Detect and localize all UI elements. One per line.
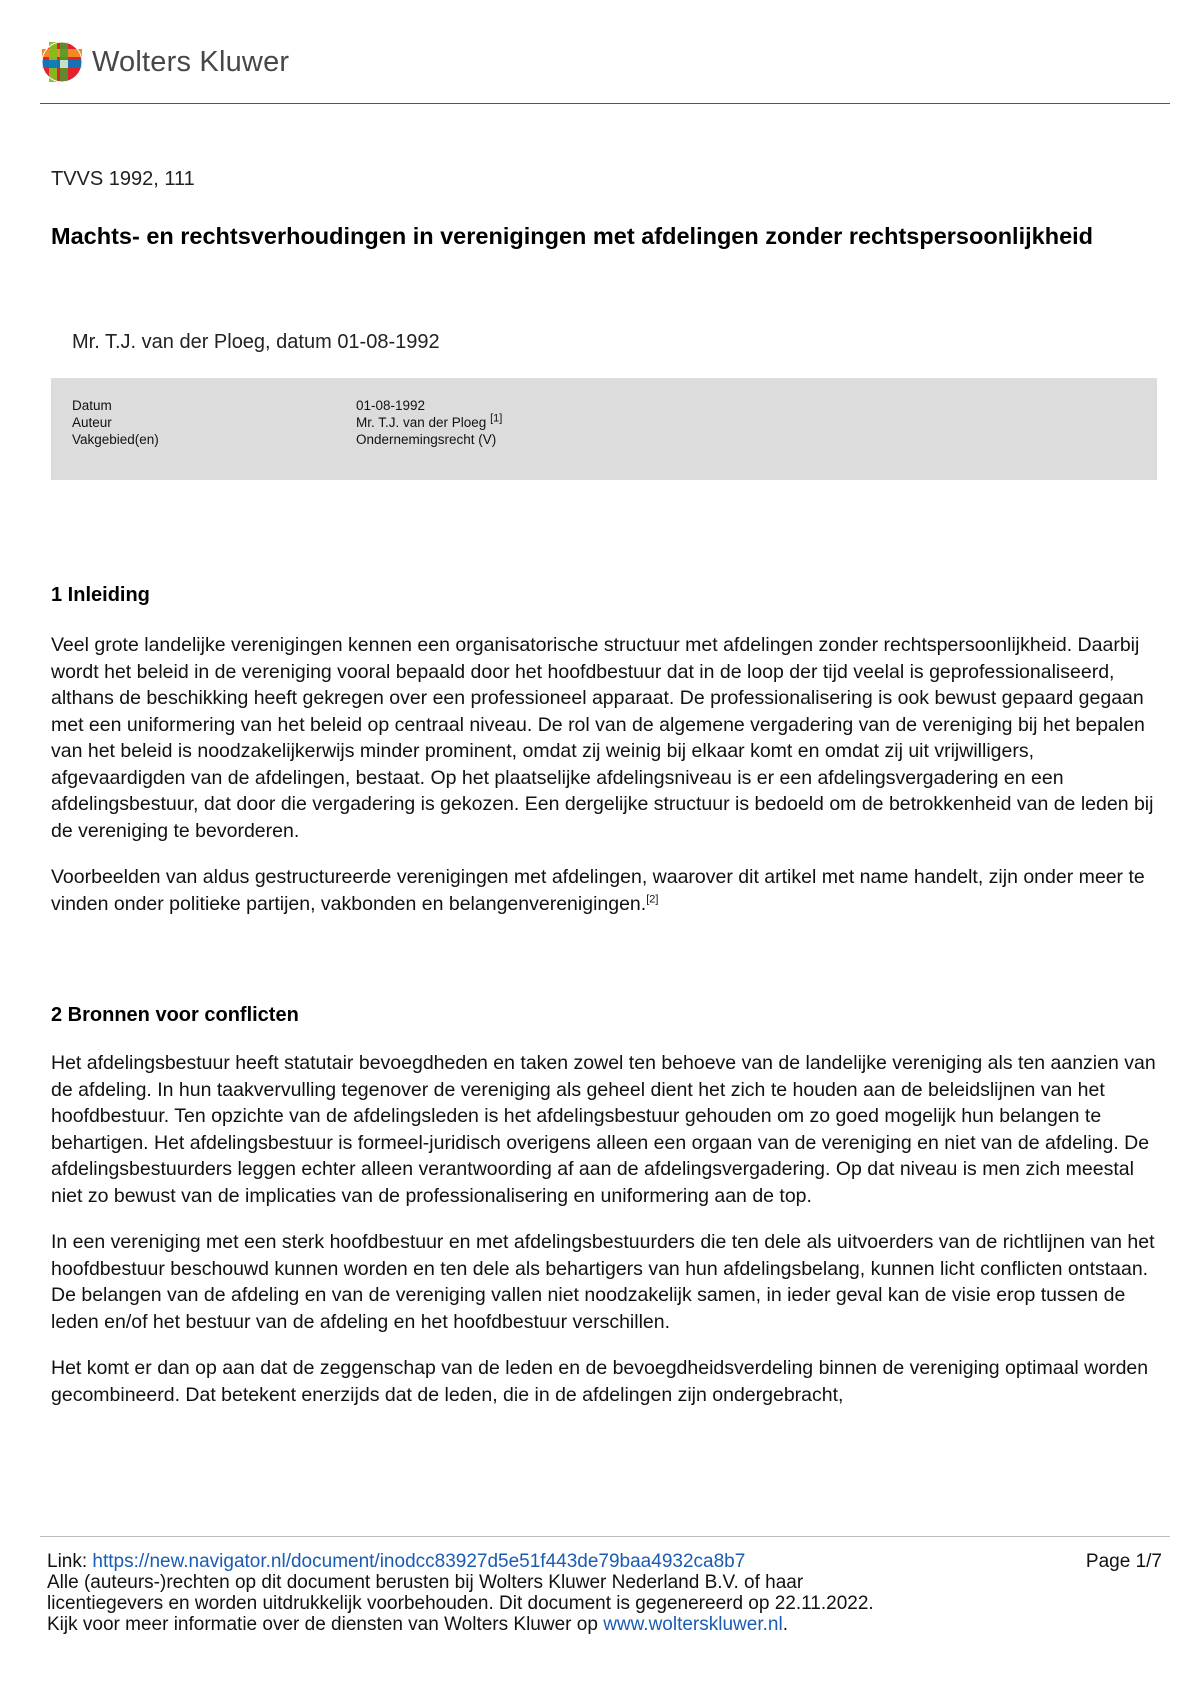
wolters-kluwer-logo-icon	[40, 40, 84, 84]
paragraph: Veel grote landelijke verenigingen kennen een organisatorische structuur met afdelingen zonder rechtspersoonlijkheid. Daarbij wordt het beleid in de vereniging vooral bepaald door het hoofdbestuur dat in de loop der tijd veelal is geprofessionaliseerd, althans de beschikking heeft gekregen over een professioneel apparaat. De professionalisering is ook bewust gepaard gegaan met een uniformering van het beleid op centraal niveau. De rol van de algemene vergadering van de vereniging bij het bepalen van het beleid is noodzakelijkerwijs minder prominent, omdat zij weinig bij elkaar komt en omdat zij uit vrijwilligers, afgevaardigden van de afdelingen, bestaat. Op het plaatselijke afdelingsniveau is er een afdelingsvergadering en een afdelingsbestuur, dat door die vergadering is gekozen. Een dergelijke structuur is bedoeld om de betrokkenheid van de leden bij de vereniging te bevorderen.	[51, 634, 1154, 842]
logo-text: Wolters Kluwer	[92, 45, 290, 78]
footer-divider	[40, 1536, 1170, 1537]
paragraph: Het komt er dan op aan dat de zeggenschap van de leden en de bevoegdheidsverdeling binnen de vereniging optimaal worden gecombineerd. Dat betekent enerzijds dat de leden, die in de afdelingen zijn ondergebracht,	[51, 1357, 1149, 1406]
section-heading-bronnen: 2 Bronnen voor conflicten	[51, 1004, 299, 1026]
wolterskluwer-link[interactable]: www.wolterskluwer.nl	[603, 1614, 783, 1635]
paragraph: In een vereniging met een sterk hoofdbestuur en met afdelingsbestuurders die ten dele als uitvoerders van de richtlijnen van het hoofdbestuur beschouwd kunnen worden en ten dele als behartigers van hun afdelingsbelang, kunnen licht conflicten ontstaan. De belangen van de afdeling en van de vereniging vallen niet noodzakelijk samen, in ieder geval kan de visie erop tussen de leden en/of het bestuur van de afdeling en het hoofdbestuur verschillen.	[51, 1231, 1155, 1333]
document-body	[51, 582, 1161, 1408]
footer-link-label: Link:	[47, 1551, 93, 1572]
meta-value: Mr. T.J. van der Ploeg [1]	[356, 412, 503, 430]
page-number: Page 1/7	[1085, 1551, 1162, 1572]
wolters-kluwer-logo[interactable]	[40, 40, 289, 84]
author-line: Mr. T.J. van der Ploeg, datum 01-08-1992	[72, 331, 440, 353]
document-link[interactable]: https://new.navigator.nl/document/inodcc83927d5e51f443de79baa4932ca8b7	[92, 1551, 746, 1572]
meta-key: Datum	[72, 398, 112, 413]
meta-key: Auteur	[72, 415, 112, 430]
footnote-link-2[interactable]: [2]	[646, 893, 659, 905]
page-footer	[47, 1551, 1162, 1635]
rights-line-1: Alle (auteurs-)rechten op dit document berusten bij Wolters Kluwer Nederland B.V. of haar	[47, 1572, 804, 1593]
metadata-box	[51, 378, 1157, 480]
document-reference: TVVS 1992, 111	[51, 168, 195, 190]
header-divider	[40, 103, 1170, 104]
rights-line-2: licentiegevers en worden uitdrukkelijk voorbehouden. Dit document is gegenereerd op 22.11.2022.	[47, 1593, 874, 1614]
info-line: Kijk voor meer informatie over de diensten van Wolters Kluwer op www.wolterskluwer.nl.	[47, 1614, 788, 1635]
footer-link-line	[47, 1551, 1162, 1572]
section-heading-inleiding: 1 Inleiding	[51, 584, 150, 606]
footnote-link-1[interactable]: [1]	[490, 412, 503, 425]
meta-value: 01-08-1992	[356, 398, 426, 413]
meta-value: Ondernemingsrecht (V)	[356, 432, 497, 447]
document-title: Machts- en rechtsverhoudingen in verenigingen met afdelingen zonder rechtspersoonlijkheid	[51, 223, 1094, 249]
paragraph: Voorbeelden van aldus gestructureerde verenigingen met afdelingen, waarover dit artikel met name handelt, zijn onder meer te vinden onder politieke partijen, vakbonden en belangenverenigingen.[2]	[51, 866, 1145, 915]
page-header	[40, 40, 1170, 104]
meta-key: Vakgebied(en)	[72, 432, 159, 447]
paragraph: Het afdelingsbestuur heeft statutair bevoegdheden en taken zowel ten behoeve van de landelijke vereniging als ten aanzien van de afdeling. In hun taakvervulling tegenover de vereniging als geheel dient het zich te houden aan de beleidslijnen van het hoofdbestuur. Ten opzichte van de afdelingsleden is het afdelingsbestuur gehouden om zo goed mogelijk hun belangen te behartigen. Het afdelingsbestuur is formeel-juridisch overigens alleen een orgaan van de vereniging en niet van de afdeling. De afdelingsbestuurders leggen echter alleen verantwoording af aan de afdelingsvergadering. Op dat niveau is men zich meestal niet zo bewust van de implicaties van de professionalisering en uniformering aan de top.	[51, 1052, 1156, 1207]
